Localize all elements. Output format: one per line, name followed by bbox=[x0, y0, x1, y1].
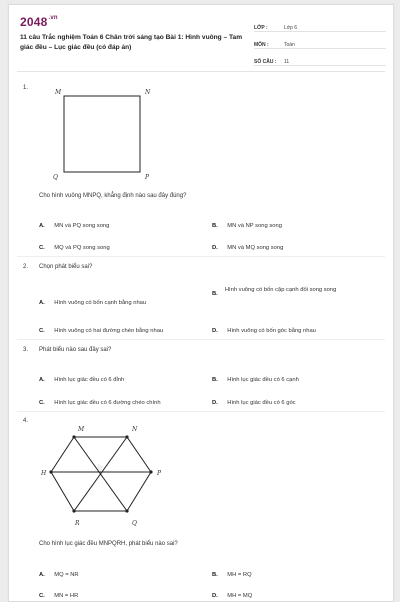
option-letter: A. bbox=[39, 300, 45, 306]
option-text: MH = RQ bbox=[227, 572, 252, 578]
question-4-stem: Cho hình lục giác đều MNPQRH, phát biểu nào sai? bbox=[39, 541, 178, 547]
question-2-number: 2. bbox=[23, 264, 29, 270]
option-letter: A. bbox=[39, 223, 45, 229]
q4-option-b[interactable] bbox=[212, 563, 252, 581]
meta-key: LỚP : bbox=[254, 25, 268, 31]
q1-option-a[interactable] bbox=[39, 214, 109, 232]
meta-value: 11 bbox=[284, 59, 290, 65]
option-text: Hình lục giác đều có 6 góc bbox=[227, 400, 296, 406]
option-letter: B. bbox=[212, 572, 218, 578]
question-divider bbox=[17, 339, 385, 340]
vertex-label-n: N bbox=[132, 426, 138, 433]
q3-option-c[interactable] bbox=[39, 391, 161, 409]
option-text: Hình vuông có bốn góc bằng nhau bbox=[227, 328, 316, 334]
option-text: Hình vuông có bốn cạnh bằng nhau bbox=[54, 300, 147, 306]
option-text: MN và NP song song bbox=[227, 223, 282, 229]
option-letter: C. bbox=[39, 400, 45, 406]
meta-row-subject bbox=[254, 34, 386, 49]
q1-option-c[interactable] bbox=[39, 236, 110, 254]
option-letter: D. bbox=[212, 593, 218, 599]
vertex-r bbox=[72, 509, 75, 512]
option-text: Hình lục giác đều có 6 cạnh bbox=[227, 377, 299, 383]
vertex-m bbox=[72, 435, 75, 438]
option-text: Hình lục giác đều có 6 đường chéo chính bbox=[54, 400, 161, 406]
header-divider bbox=[17, 71, 385, 72]
q2-option-c[interactable] bbox=[39, 319, 163, 337]
option-text: MN và PQ song song bbox=[54, 223, 110, 229]
option-text: MQ = NR bbox=[54, 572, 79, 578]
option-text: Hình vuông có bốn cặp cạnh đối song song bbox=[224, 287, 337, 293]
option-letter: B. bbox=[212, 377, 218, 383]
vertex-label-r: R bbox=[75, 520, 80, 527]
vertex-label-p: P bbox=[157, 470, 162, 477]
vertex-q bbox=[125, 509, 128, 512]
option-letter: C. bbox=[39, 328, 45, 334]
option-letter: D. bbox=[212, 400, 218, 406]
question-1-stem: Cho hình vuông MNPQ, khẳng định nào sau đây đúng? bbox=[39, 193, 187, 199]
vertex-label-q: Q bbox=[53, 174, 58, 181]
q3-option-b[interactable] bbox=[212, 368, 299, 386]
option-text: MN và MQ song song bbox=[227, 245, 284, 251]
vertex-label-h: H bbox=[41, 470, 47, 477]
meta-value: Lớp 6 bbox=[284, 25, 298, 31]
vertex-label-m: M bbox=[78, 426, 85, 433]
question-4-number: 4. bbox=[23, 418, 29, 424]
q2-option-b[interactable] bbox=[212, 286, 377, 297]
vertex-label-m: M bbox=[55, 89, 62, 96]
question-divider bbox=[17, 256, 385, 257]
watermark-mark: ✦ bbox=[91, 458, 108, 478]
worksheet-page bbox=[8, 4, 394, 602]
meta-table bbox=[254, 17, 386, 68]
meta-row-class bbox=[254, 17, 386, 32]
q4-option-c[interactable] bbox=[39, 584, 78, 602]
logo-suffix: .vn bbox=[48, 15, 58, 21]
q3-option-d[interactable] bbox=[212, 391, 296, 409]
vertex-label-p: P bbox=[145, 174, 150, 181]
site-logo[interactable] bbox=[20, 15, 58, 29]
option-letter: A. bbox=[39, 572, 45, 578]
option-text: MN = HR bbox=[54, 593, 79, 599]
vertex-h bbox=[49, 470, 52, 473]
square-figure bbox=[39, 83, 159, 183]
option-text: MQ và PQ song song bbox=[54, 245, 110, 251]
q1-option-d[interactable] bbox=[212, 236, 283, 254]
option-letter: A. bbox=[39, 377, 45, 383]
option-letter: C. bbox=[39, 245, 45, 251]
document-title: 11 câu Trắc nghiệm Toán 6 Chân trời sáng tạo Bài 1: Hình vuông – Tam giác đều – Lục giác đều (có đáp án) bbox=[20, 34, 243, 51]
q3-option-a[interactable] bbox=[39, 368, 124, 386]
q2-option-d[interactable] bbox=[212, 319, 316, 337]
option-text: MH = MQ bbox=[227, 593, 253, 599]
option-letter: D. bbox=[212, 245, 218, 251]
logo-text: 2048 bbox=[20, 15, 48, 29]
question-1-number: 1. bbox=[23, 85, 29, 91]
option-text: Hình lục giác đều có 6 đỉnh bbox=[54, 377, 125, 383]
question-divider bbox=[17, 411, 385, 412]
question-3-number: 3. bbox=[23, 347, 29, 353]
square-shape bbox=[64, 96, 140, 172]
option-letter: B. bbox=[212, 291, 218, 297]
vertex-n bbox=[125, 435, 128, 438]
vertex-label-n: N bbox=[145, 89, 151, 96]
q4-option-d[interactable] bbox=[212, 584, 252, 602]
question-3-stem: Phát biểu nào sau đây sai? bbox=[39, 347, 112, 353]
vertex-label-q: Q bbox=[132, 520, 137, 527]
meta-key: MÔN : bbox=[254, 42, 269, 48]
option-letter: B. bbox=[212, 223, 218, 229]
option-text: Hình vuông có hai đường chéo bằng nhau bbox=[54, 328, 164, 334]
q1-option-b[interactable] bbox=[212, 214, 282, 232]
meta-value: Toán bbox=[284, 42, 295, 48]
q2-option-a[interactable] bbox=[39, 291, 146, 309]
option-letter: C. bbox=[39, 593, 45, 599]
page-header bbox=[9, 5, 393, 71]
q4-option-a[interactable] bbox=[39, 563, 79, 581]
vertex-p bbox=[149, 470, 152, 473]
option-letter: D. bbox=[212, 328, 218, 334]
meta-key: SỐ CÂU : bbox=[254, 59, 277, 65]
meta-row-count bbox=[254, 51, 386, 66]
question-2-stem: Chọn phát biểu sai? bbox=[39, 264, 93, 270]
